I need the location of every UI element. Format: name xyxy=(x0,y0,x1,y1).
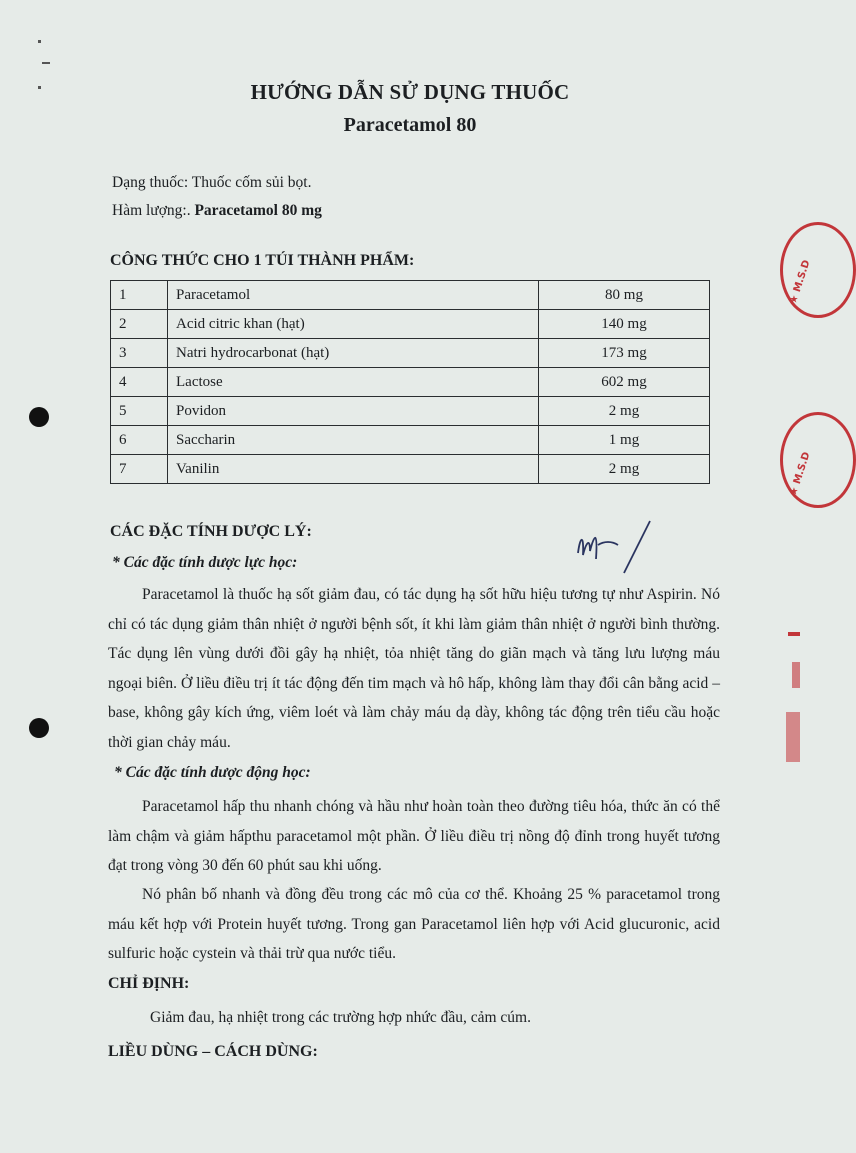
table-cell-no: 7 xyxy=(111,455,168,484)
table-cell-qty: 140 mg xyxy=(539,310,710,339)
stamp-icon xyxy=(780,222,856,318)
indications-text: Giảm đau, hạ nhiệt trong các trường hợp nhức đầu, cảm cúm. xyxy=(150,1009,531,1026)
signature-mark xyxy=(568,515,658,575)
formula-table-body xyxy=(111,281,710,484)
pharmacodynamics-paragraph xyxy=(108,580,720,757)
table-cell-no: 1 xyxy=(111,281,168,310)
binder-hole-icon xyxy=(29,407,49,427)
stray-mark-icon xyxy=(42,62,50,64)
document-subtitle: Paracetamol 80 xyxy=(343,114,477,136)
pharmacokinetics-heading: * Các đặc tính dược động học: xyxy=(114,764,311,781)
binder-hole-icon xyxy=(29,718,49,738)
pharmacodynamics-text: Paracetamol là thuốc hạ sốt giảm đau, có tác dụng hạ sốt hữu hiệu tương tự như Aspirin. Nó chỉ có tác dụng giảm thân nhiệt ở người bệnh sốt, ít khi làm giảm thân nhiệt ở người bình thường. Tác dụng lên vùng dưới đồi gây hạ nhiệt, tỏa nhiệt tăng do giãn mạch và tăng lưu lượng máu ngoại biên. Ở liều điều trị ít tác động đến tim mạch và hô hấp, không làm thay đổi cân bằng acid – base, không gây kích ứng, viêm loét và làm chảy máu dạ dày, không tác động trên tiểu cầu hoặc thời gian chảy máu. xyxy=(108,586,720,751)
pharmacokinetics-paragraph-2 xyxy=(108,880,720,969)
table-cell-no: 3 xyxy=(111,339,168,368)
table-row xyxy=(111,368,710,397)
table-cell-name: Paracetamol xyxy=(168,281,539,310)
table-cell-no: 6 xyxy=(111,426,168,455)
table-row xyxy=(111,426,710,455)
stamp-fragment-icon xyxy=(786,712,800,762)
table-row xyxy=(111,397,710,426)
table-cell-name: Acid citric khan (hạt) xyxy=(168,310,539,339)
stamp-fragment-icon xyxy=(788,632,800,636)
table-cell-no: 5 xyxy=(111,397,168,426)
formula-heading: CÔNG THỨC CHO 1 TÚI THÀNH PHẨM: xyxy=(110,252,415,269)
formula-table xyxy=(110,280,710,484)
table-cell-name: Lactose xyxy=(168,368,539,397)
indications-heading: CHỈ ĐỊNH: xyxy=(108,975,190,992)
dosage-form-value: Thuốc cốm sủi bọt. xyxy=(191,174,312,191)
stamp-text: ★ M.S.D xyxy=(788,258,813,306)
table-row xyxy=(111,281,710,310)
table-row xyxy=(111,455,710,484)
table-cell-qty: 173 mg xyxy=(539,339,710,368)
dosage-heading: LIỀU DÙNG – CÁCH DÙNG: xyxy=(108,1043,318,1060)
table-cell-qty: 2 mg xyxy=(539,397,710,426)
document-title: HƯỚNG DẪN SỬ DỤNG THUỐC xyxy=(250,80,570,104)
table-cell-qty: 80 mg xyxy=(539,281,710,310)
pharmacokinetics-text-1: Paracetamol hấp thu nhanh chóng và hầu như hoàn toàn theo đường tiêu hóa, thức ăn có thể làm chậm và giảm hấpthu paracetamol một phần. Ở liều điều trị nồng độ đỉnh trong huyết tương đạt trong vòng 30 đến 60 phút sau khi uống. xyxy=(108,798,720,874)
dosage-form-line xyxy=(112,174,311,192)
table-row xyxy=(111,310,710,339)
strength-value: Paracetamol 80 mg xyxy=(194,202,322,219)
table-row xyxy=(111,339,710,368)
strength-line xyxy=(112,202,322,220)
stamp-text: ★ M.S.D xyxy=(788,450,813,498)
stray-mark-icon xyxy=(38,40,41,43)
table-cell-name: Natri hydrocarbonat (hạt) xyxy=(168,339,539,368)
stamp-fragment-icon xyxy=(792,662,800,688)
table-cell-name: Vanilin xyxy=(168,455,539,484)
table-cell-qty: 2 mg xyxy=(539,455,710,484)
stray-mark-icon xyxy=(38,86,41,89)
pharmacodynamics-heading: * Các đặc tính dược lực học: xyxy=(112,554,298,571)
table-cell-no: 2 xyxy=(111,310,168,339)
dosage-form-label: Dạng thuốc: xyxy=(112,174,192,191)
table-cell-qty: 1 mg xyxy=(539,426,710,455)
table-cell-no: 4 xyxy=(111,368,168,397)
table-cell-qty: 602 mg xyxy=(539,368,710,397)
table-cell-name: Saccharin xyxy=(168,426,539,455)
pharmacokinetics-text-2: Nó phân bố nhanh và đồng đều trong các mô của cơ thể. Khoảng 25 % paracetamol trong máu kết hợp với Protein huyết tương. Trong gan Paracetamol liên hợp với Acid glucuronic, acid sulfuric hoặc cystein và thải trừ qua nước tiểu. xyxy=(108,886,720,962)
pharmacology-heading: CÁC ĐẶC TÍNH DƯỢC LÝ: xyxy=(110,523,312,540)
table-cell-name: Povidon xyxy=(168,397,539,426)
pharmacokinetics-paragraph-1 xyxy=(108,792,720,881)
strength-label: Hàm lượng:. xyxy=(112,202,195,219)
